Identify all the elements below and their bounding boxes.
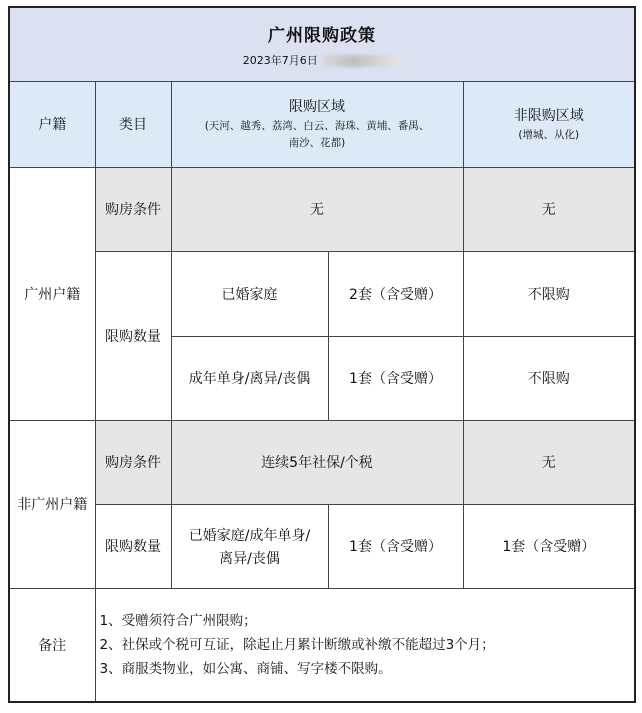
header-unrestricted-districts: (增城、从化) [518,128,580,141]
header-restricted [171,81,463,167]
date-text: 2023年7月6日 [242,53,318,67]
policy-table [8,6,636,703]
gz-single: 成年单身/离异/丧偶 [171,336,328,420]
header-restricted-title: 限购区域 [289,99,345,115]
nongz-limit-label: 限购数量 [95,504,171,588]
redacted-text [323,55,401,67]
nongz-cond-restricted: 连续5年社保/个税 [171,420,463,504]
nongz-group-unrestricted: 1套（含受赠） [463,504,635,588]
title-cell [9,7,635,81]
gz-single-unrestricted: 不限购 [463,336,635,420]
gz-single-limit: 1套（含受赠） [328,336,463,420]
gz-married: 已婚家庭 [171,251,328,336]
gz-cond-restricted: 无 [171,167,463,251]
header-unrestricted [463,81,635,167]
gz-married-limit: 2套（含受赠） [328,251,463,336]
gz-cond-unrestricted: 无 [463,167,635,251]
header-leimu: 类目 [95,81,171,167]
nongz-cond-label: 购房条件 [95,420,171,504]
date-line [243,52,402,68]
gz-huji-label: 广州户籍 [9,167,95,420]
nongz-group-limit: 1套（含受赠） [328,504,463,588]
note-item-2: 2、社保或个税可互证，除起止月累计断缴或补缴不能超过3个月； [99,636,495,653]
nongz-group-line-2: 离异/丧偶 [219,550,280,567]
note-item-3: 3、商服类物业，如公寓、商铺、写字楼不限购。 [99,660,392,677]
notes-label: 备注 [9,588,95,702]
nongz-huji-label: 非广州户籍 [9,420,95,588]
table-title: 广州限购政策 [268,25,377,46]
header-unrestricted-title: 非限购区域 [513,107,584,124]
nongz-group-line-1: 已婚家庭/成年单身/ [188,527,311,544]
notes-cell [95,588,635,702]
gz-married-unrestricted: 不限购 [463,251,635,336]
gz-cond-label: 购房条件 [95,167,171,251]
header-huji: 户籍 [9,81,95,167]
nongz-cond-unrestricted: 无 [463,420,635,504]
header-restricted-districts-2: 南沙、花都) [288,137,346,149]
note-item-1: 1、受赠须符合广州限购； [99,612,257,629]
header-restricted-districts-1: (天河、越秀、荔湾、白云、海珠、黄埔、番禺、 [204,120,430,132]
gz-limit-label: 限购数量 [95,251,171,420]
nongz-group [171,504,328,588]
